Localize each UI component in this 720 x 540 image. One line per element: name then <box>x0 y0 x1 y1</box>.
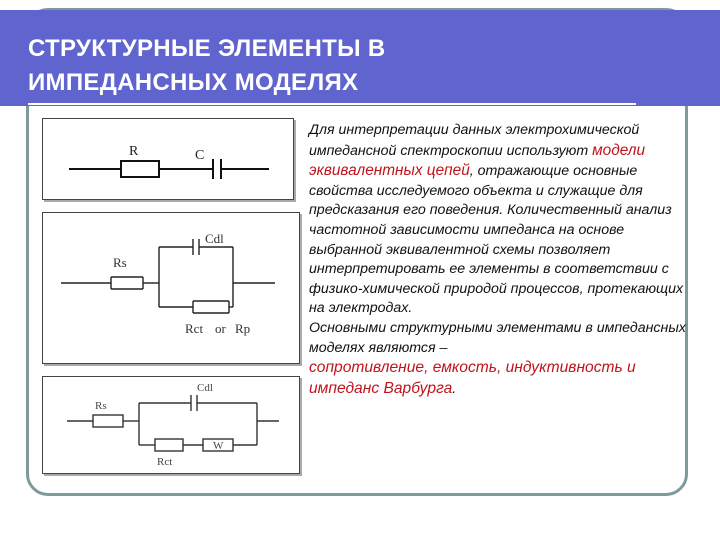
cdl-label: Cdl <box>197 382 213 394</box>
rct-label: Rct <box>185 321 204 336</box>
highlight-elements-list: сопротивление, емкость, индуктивность и импеданс Варбурга <box>309 359 636 397</box>
circuit-randles-warburg <box>42 376 300 474</box>
resistor-label: R <box>129 144 139 159</box>
circuit-rc-series <box>42 118 294 200</box>
circuit-randles-diagram <box>43 213 299 363</box>
warburg-label: W <box>213 440 224 452</box>
title-line-1: СТРУКТУРНЫЕ ЭЛЕМЕНТЫ В <box>28 35 386 62</box>
title-line-2: ИМПЕДАНСНЫХ МОДЕЛЯХ <box>28 69 359 96</box>
intro-text: Для интерпретации данных электрохимической импедансной спектроскопии используют <box>309 122 640 159</box>
or-label: or <box>215 321 226 336</box>
highlight-equivalent-circuits: модели эквивалентных цепей <box>309 141 646 180</box>
circuit-randles-warburg-diagram <box>43 377 299 473</box>
paragraph-elements <box>309 319 693 399</box>
title-bar <box>0 10 720 106</box>
elements-text-end: . <box>452 380 457 397</box>
circuit-rc-series-diagram <box>43 119 293 199</box>
rs-label: Rs <box>95 400 107 412</box>
body-text <box>309 121 693 399</box>
slide-title <box>28 32 385 100</box>
paragraph-intro <box>309 121 693 319</box>
rs-label: Rs <box>113 255 127 270</box>
elements-text: Основными структурными элементами в импедансных моделях являются – <box>309 319 686 356</box>
title-underline <box>28 103 636 105</box>
rp-label: Rp <box>235 321 251 336</box>
rct-label: Rct <box>157 456 173 468</box>
cdl-label: Cdl <box>205 231 224 246</box>
circuit-randles <box>42 212 300 364</box>
intro-text-cont: , отражающие основные свойства исследуемого объекта и служащие для предсказания его поведения. Количественный анализ частотной зависимости импеданса на основе выбранной эквивалентной схемы позволяет интерпретировать ее элементы в соответствии с физико-химической природой процессов, протекающих на электродах. <box>309 163 684 317</box>
capacitor-label: C <box>195 148 205 163</box>
